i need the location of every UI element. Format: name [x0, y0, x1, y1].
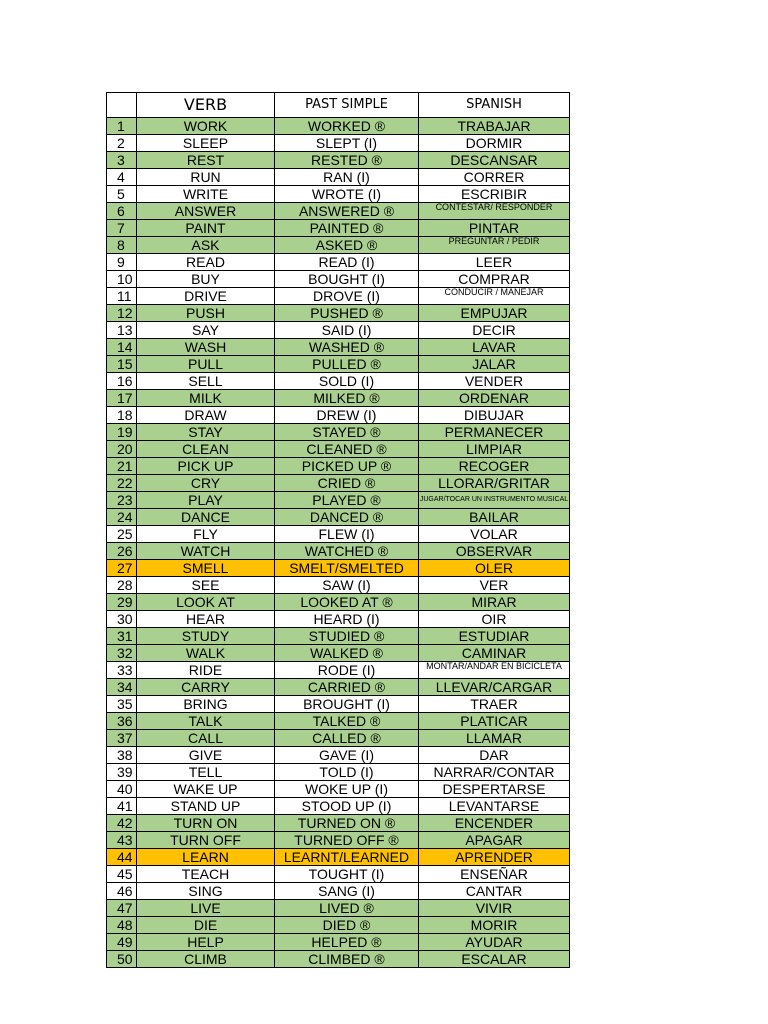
spanish-cell: CONDUCIR / MANEJAR	[419, 288, 570, 305]
past-simple-cell: PLAYED ®	[275, 492, 419, 509]
verb-cell: WATCH	[137, 543, 275, 560]
past-simple-cell: SLEPT (I)	[275, 135, 419, 152]
row-number: 36	[107, 713, 137, 730]
past-simple-cell: MILKED ®	[275, 390, 419, 407]
spanish-cell: OIR	[419, 611, 570, 628]
spanish-cell: LEVANTARSE	[419, 798, 570, 815]
verb-cell: WAKE UP	[137, 781, 275, 798]
row-number: 10	[107, 271, 137, 288]
verb-cell: HEAR	[137, 611, 275, 628]
header-past-simple: PAST SIMPLE	[275, 93, 419, 118]
table-row	[107, 764, 570, 781]
past-simple-cell: DROVE (I)	[275, 288, 419, 305]
past-simple-cell: DIED ®	[275, 917, 419, 934]
header-number	[107, 93, 137, 118]
table-row	[107, 203, 570, 220]
table-row	[107, 526, 570, 543]
spanish-cell: DORMIR	[419, 135, 570, 152]
past-simple-cell: SOLD (I)	[275, 373, 419, 390]
verb-cell: SING	[137, 883, 275, 900]
table-row	[107, 594, 570, 611]
past-simple-cell: WALKED ®	[275, 645, 419, 662]
past-simple-cell: CRIED ®	[275, 475, 419, 492]
past-simple-cell: GAVE (I)	[275, 747, 419, 764]
table-row	[107, 730, 570, 747]
past-simple-cell: LOOKED AT ®	[275, 594, 419, 611]
verb-cell: WALK	[137, 645, 275, 662]
spanish-cell: LIMPIAR	[419, 441, 570, 458]
row-number: 32	[107, 645, 137, 662]
row-number: 13	[107, 322, 137, 339]
past-simple-cell: SAID (I)	[275, 322, 419, 339]
table-row	[107, 832, 570, 849]
table-row	[107, 883, 570, 900]
row-number: 5	[107, 186, 137, 203]
past-simple-cell: WATCHED ®	[275, 543, 419, 560]
past-simple-cell: CLIMBED ®	[275, 951, 419, 968]
spanish-cell: LAVAR	[419, 339, 570, 356]
spanish-cell: PLATICAR	[419, 713, 570, 730]
table-row	[107, 934, 570, 951]
table-row	[107, 220, 570, 237]
spanish-cell: DAR	[419, 747, 570, 764]
table-row	[107, 662, 570, 679]
table-row	[107, 900, 570, 917]
table-row	[107, 475, 570, 492]
row-number: 18	[107, 407, 137, 424]
spanish-cell: DESCANSAR	[419, 152, 570, 169]
spanish-cell: APAGAR	[419, 832, 570, 849]
verb-cell: CALL	[137, 730, 275, 747]
past-simple-cell: TURNED OFF ®	[275, 832, 419, 849]
row-number: 45	[107, 866, 137, 883]
table-row	[107, 866, 570, 883]
past-simple-cell: CLEANED ®	[275, 441, 419, 458]
past-simple-cell: ASKED ®	[275, 237, 419, 254]
table-row	[107, 356, 570, 373]
past-simple-cell: TALKED ®	[275, 713, 419, 730]
row-number: 30	[107, 611, 137, 628]
table-row	[107, 543, 570, 560]
past-simple-cell: RAN (I)	[275, 169, 419, 186]
verb-table-body	[107, 118, 570, 968]
table-row	[107, 390, 570, 407]
table-row	[107, 322, 570, 339]
verb-cell: DRIVE	[137, 288, 275, 305]
row-number: 29	[107, 594, 137, 611]
verb-cell: ASK	[137, 237, 275, 254]
table-row	[107, 628, 570, 645]
past-simple-cell: BROUGHT (I)	[275, 696, 419, 713]
past-simple-cell: STUDIED ®	[275, 628, 419, 645]
past-simple-cell: PICKED UP ®	[275, 458, 419, 475]
verb-cell: LIVE	[137, 900, 275, 917]
past-simple-cell: LEARNT/LEARNED	[275, 849, 419, 866]
row-number: 26	[107, 543, 137, 560]
table-row	[107, 815, 570, 832]
spanish-cell: CAMINAR	[419, 645, 570, 662]
verb-cell: WORK	[137, 118, 275, 135]
row-number: 4	[107, 169, 137, 186]
verb-cell: TURN ON	[137, 815, 275, 832]
row-number: 28	[107, 577, 137, 594]
verb-cell: TELL	[137, 764, 275, 781]
verb-cell: PLAY	[137, 492, 275, 509]
verb-cell: FLY	[137, 526, 275, 543]
row-number: 8	[107, 237, 137, 254]
verb-cell: SLEEP	[137, 135, 275, 152]
row-number: 6	[107, 203, 137, 220]
spanish-cell: MORIR	[419, 917, 570, 934]
verb-cell: STAND UP	[137, 798, 275, 815]
row-number: 7	[107, 220, 137, 237]
table-row	[107, 492, 570, 509]
spanish-cell: VOLAR	[419, 526, 570, 543]
past-simple-cell: DREW (I)	[275, 407, 419, 424]
verb-cell: SMELL	[137, 560, 275, 577]
spanish-cell: VER	[419, 577, 570, 594]
spanish-cell: MONTAR/ANDAR EN BICICLETA	[419, 662, 570, 679]
spanish-cell: APRENDER	[419, 849, 570, 866]
verb-cell: RUN	[137, 169, 275, 186]
verb-cell: CARRY	[137, 679, 275, 696]
table-row	[107, 611, 570, 628]
row-number: 31	[107, 628, 137, 645]
verb-cell: CRY	[137, 475, 275, 492]
verb-cell: LOOK AT	[137, 594, 275, 611]
table-row	[107, 237, 570, 254]
table-row	[107, 509, 570, 526]
past-simple-cell: TOUGHT (I)	[275, 866, 419, 883]
spanish-cell: LLORAR/GRITAR	[419, 475, 570, 492]
past-simple-cell: BOUGHT (I)	[275, 271, 419, 288]
table-row	[107, 373, 570, 390]
row-number: 37	[107, 730, 137, 747]
verb-table	[106, 92, 570, 968]
table-row	[107, 747, 570, 764]
row-number: 50	[107, 951, 137, 968]
row-number: 11	[107, 288, 137, 305]
verb-cell: WASH	[137, 339, 275, 356]
past-simple-cell: SANG (I)	[275, 883, 419, 900]
past-simple-cell: SAW (I)	[275, 577, 419, 594]
row-number: 19	[107, 424, 137, 441]
row-number: 34	[107, 679, 137, 696]
past-simple-cell: TOLD (I)	[275, 764, 419, 781]
table-row	[107, 254, 570, 271]
past-simple-cell: WORKED ®	[275, 118, 419, 135]
row-number: 48	[107, 917, 137, 934]
spanish-cell: VENDER	[419, 373, 570, 390]
verb-cell: TURN OFF	[137, 832, 275, 849]
past-simple-cell: PUSHED ®	[275, 305, 419, 322]
past-simple-cell: RESTED ®	[275, 152, 419, 169]
table-row	[107, 577, 570, 594]
verb-cell: DRAW	[137, 407, 275, 424]
header-verb: VERB	[137, 93, 275, 118]
table-row	[107, 339, 570, 356]
past-simple-cell: STOOD UP (I)	[275, 798, 419, 815]
verb-cell: REST	[137, 152, 275, 169]
spanish-cell: MIRAR	[419, 594, 570, 611]
past-simple-cell: PAINTED ®	[275, 220, 419, 237]
verb-cell: DANCE	[137, 509, 275, 526]
spanish-cell: OLER	[419, 560, 570, 577]
past-simple-cell: DANCED ®	[275, 509, 419, 526]
row-number: 47	[107, 900, 137, 917]
row-number: 27	[107, 560, 137, 577]
row-number: 35	[107, 696, 137, 713]
row-number: 46	[107, 883, 137, 900]
verb-cell: ANSWER	[137, 203, 275, 220]
header-row	[107, 93, 570, 118]
past-simple-cell: LIVED ®	[275, 900, 419, 917]
table-row	[107, 305, 570, 322]
verb-cell: CLIMB	[137, 951, 275, 968]
past-simple-cell: HEARD (I)	[275, 611, 419, 628]
spanish-cell: ENSEÑAR	[419, 866, 570, 883]
past-simple-cell: SMELT/SMELTED	[275, 560, 419, 577]
spanish-cell: JALAR	[419, 356, 570, 373]
verb-cell: SELL	[137, 373, 275, 390]
row-number: 3	[107, 152, 137, 169]
spanish-cell: ESTUDIAR	[419, 628, 570, 645]
table-row	[107, 169, 570, 186]
verb-cell: READ	[137, 254, 275, 271]
spanish-cell: LLAMAR	[419, 730, 570, 747]
spanish-cell: AYUDAR	[419, 934, 570, 951]
verb-cell: HELP	[137, 934, 275, 951]
row-number: 33	[107, 662, 137, 679]
row-number: 42	[107, 815, 137, 832]
table-row	[107, 560, 570, 577]
past-simple-cell: WASHED ®	[275, 339, 419, 356]
table-row	[107, 713, 570, 730]
row-number: 22	[107, 475, 137, 492]
row-number: 12	[107, 305, 137, 322]
spanish-cell: ENCENDER	[419, 815, 570, 832]
past-simple-cell: RODE (I)	[275, 662, 419, 679]
table-row	[107, 645, 570, 662]
spanish-cell: CONTESTAR/ RESPONDER	[419, 203, 570, 220]
row-number: 25	[107, 526, 137, 543]
verb-cell: PUSH	[137, 305, 275, 322]
verb-cell: GIVE	[137, 747, 275, 764]
spanish-cell: DESPERTARSE	[419, 781, 570, 798]
table-row	[107, 441, 570, 458]
table-row	[107, 917, 570, 934]
table-row	[107, 798, 570, 815]
past-simple-cell: PULLED ®	[275, 356, 419, 373]
row-number: 16	[107, 373, 137, 390]
spanish-cell: LLEVAR/CARGAR	[419, 679, 570, 696]
spanish-cell: PERMANECER	[419, 424, 570, 441]
table-row	[107, 152, 570, 169]
verb-cell: SAY	[137, 322, 275, 339]
past-simple-cell: TURNED ON ®	[275, 815, 419, 832]
table-row	[107, 951, 570, 968]
table-row	[107, 288, 570, 305]
verb-cell: LEARN	[137, 849, 275, 866]
table-row	[107, 271, 570, 288]
table-row	[107, 118, 570, 135]
verb-cell: STAY	[137, 424, 275, 441]
spanish-cell: ORDENAR	[419, 390, 570, 407]
past-simple-cell: CARRIED ®	[275, 679, 419, 696]
header-spanish: SPANISH	[419, 93, 570, 118]
verb-cell: PICK UP	[137, 458, 275, 475]
row-number: 1	[107, 118, 137, 135]
verb-cell: BUY	[137, 271, 275, 288]
verb-cell: CLEAN	[137, 441, 275, 458]
verb-cell: TALK	[137, 713, 275, 730]
row-number: 23	[107, 492, 137, 509]
spanish-cell: OBSERVAR	[419, 543, 570, 560]
spanish-cell: CANTAR	[419, 883, 570, 900]
past-simple-cell: ANSWERED ®	[275, 203, 419, 220]
spanish-cell: TRAER	[419, 696, 570, 713]
past-simple-cell: HELPED ®	[275, 934, 419, 951]
row-number: 40	[107, 781, 137, 798]
spanish-cell: PINTAR	[419, 220, 570, 237]
row-number: 39	[107, 764, 137, 781]
spanish-cell: NARRAR/CONTAR	[419, 764, 570, 781]
spanish-cell: LEER	[419, 254, 570, 271]
spanish-cell: CORRER	[419, 169, 570, 186]
table-row	[107, 135, 570, 152]
verb-cell: DIE	[137, 917, 275, 934]
row-number: 17	[107, 390, 137, 407]
row-number: 21	[107, 458, 137, 475]
verb-cell: RIDE	[137, 662, 275, 679]
row-number: 43	[107, 832, 137, 849]
past-simple-cell: READ (I)	[275, 254, 419, 271]
row-number: 20	[107, 441, 137, 458]
table-row	[107, 781, 570, 798]
verb-cell: SEE	[137, 577, 275, 594]
spanish-cell: ESCRIBIR	[419, 186, 570, 203]
row-number: 15	[107, 356, 137, 373]
verb-cell: WRITE	[137, 186, 275, 203]
table-row	[107, 458, 570, 475]
verb-cell: STUDY	[137, 628, 275, 645]
spanish-cell: RECOGER	[419, 458, 570, 475]
table-row	[107, 424, 570, 441]
table-row	[107, 849, 570, 866]
spanish-cell: TRABAJAR	[419, 118, 570, 135]
spanish-cell: DIBUJAR	[419, 407, 570, 424]
past-simple-cell: WROTE (I)	[275, 186, 419, 203]
row-number: 2	[107, 135, 137, 152]
spanish-cell: VIVIR	[419, 900, 570, 917]
spanish-cell: PREGUNTAR / PEDIR	[419, 237, 570, 254]
spanish-cell: ESCALAR	[419, 951, 570, 968]
verb-cell: MILK	[137, 390, 275, 407]
spanish-cell: DECIR	[419, 322, 570, 339]
row-number: 44	[107, 849, 137, 866]
row-number: 24	[107, 509, 137, 526]
past-simple-cell: CALLED ®	[275, 730, 419, 747]
verb-cell: BRING	[137, 696, 275, 713]
spanish-cell: COMPRAR	[419, 271, 570, 288]
table-row	[107, 407, 570, 424]
verb-cell: PULL	[137, 356, 275, 373]
past-simple-cell: WOKE UP (I)	[275, 781, 419, 798]
spanish-cell: BAILAR	[419, 509, 570, 526]
past-simple-cell: STAYED ®	[275, 424, 419, 441]
verb-cell: PAINT	[137, 220, 275, 237]
spanish-cell: EMPUJAR	[419, 305, 570, 322]
table-row	[107, 696, 570, 713]
table-row	[107, 679, 570, 696]
past-simple-cell: FLEW (I)	[275, 526, 419, 543]
row-number: 41	[107, 798, 137, 815]
row-number: 49	[107, 934, 137, 951]
verb-cell: TEACH	[137, 866, 275, 883]
spanish-cell: JUGAR/TOCAR UN INSTRUMENTO MUSICAL	[419, 492, 570, 509]
row-number: 38	[107, 747, 137, 764]
row-number: 14	[107, 339, 137, 356]
table-row	[107, 186, 570, 203]
row-number: 9	[107, 254, 137, 271]
